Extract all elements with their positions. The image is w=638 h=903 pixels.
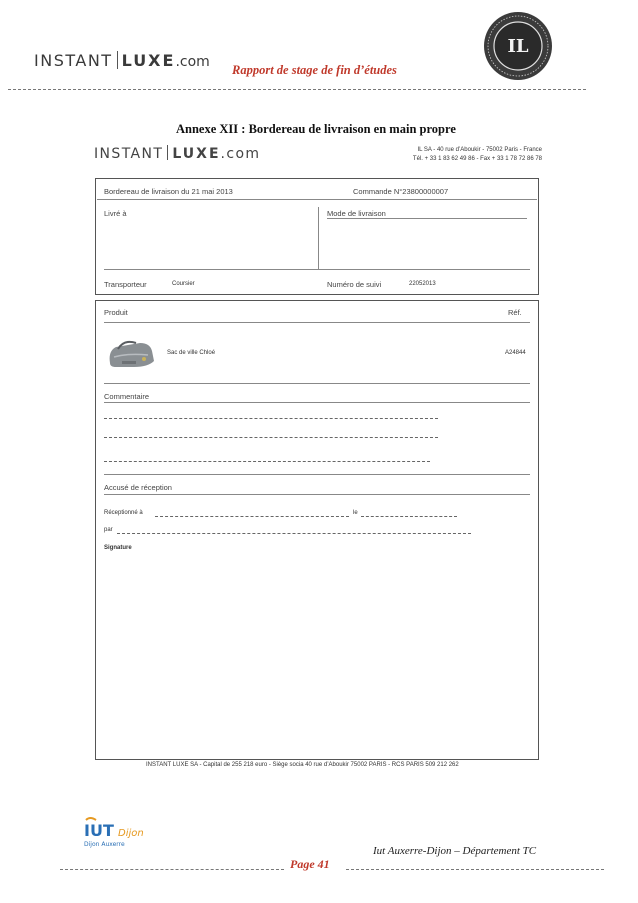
comment-line-3	[104, 461, 430, 462]
box1-vertical-divider	[318, 207, 319, 269]
footer-divider-left	[60, 869, 284, 870]
tracking-number-value: 22052013	[409, 281, 436, 287]
date-line	[361, 516, 457, 517]
doc-logo-suffix: .com	[220, 146, 261, 162]
doc-logo	[94, 145, 260, 162]
product-name: Sac de ville Chloé	[167, 350, 216, 356]
tracking-number-label: Numéro de suivi	[327, 280, 382, 289]
instant-luxe-seal-icon	[482, 10, 554, 82]
comment-label: Commentaire	[104, 392, 150, 401]
box1-divider-bottom	[104, 269, 530, 270]
institution-name: Iut Auxerre-Dijon – Département TC	[373, 845, 537, 857]
delivery-mode-label: Mode de livraison	[327, 209, 386, 218]
order-number: Commande N°23800000007	[353, 187, 449, 196]
header-logo-right: LUXE	[121, 51, 176, 70]
address-line-1: IL SA - 40 rue d’Aboukir - 75002 Paris - France	[417, 147, 542, 153]
signature-label: Signature	[104, 545, 132, 551]
header-logo-suffix: .com	[175, 54, 210, 70]
legal-footer: INSTANT LUXE SA - Capital de 255 218 euro - Siège socia 40 rue d’Aboukir 75002 PARIS - RCS PARIS 509 212 262	[146, 762, 459, 768]
carrier-value: Coursier	[172, 281, 195, 287]
delivered-to-label: Livré à	[104, 209, 127, 218]
logo-separator	[117, 51, 118, 69]
comment-underline	[104, 402, 530, 403]
product-reference: A24844	[505, 350, 526, 356]
product-box	[95, 300, 539, 760]
header-divider	[8, 89, 586, 90]
received-at-label: Réceptionné à	[104, 510, 143, 516]
header-logo	[34, 51, 210, 70]
comment-line-1	[104, 418, 438, 419]
date-label: le	[353, 510, 358, 516]
reference-label: Réf.	[508, 308, 522, 317]
bordereau-title: Bordereau de livraison du 21 mai 2013	[104, 187, 233, 196]
iut-logo-city: Dijon	[118, 828, 144, 839]
product-header-divider	[104, 322, 530, 323]
doc-logo-left: INSTANT	[94, 146, 164, 162]
product-divider	[104, 383, 530, 384]
delivery-mode-underline	[327, 218, 527, 219]
iut-logo-sub: Dijon Auxerre	[84, 841, 125, 848]
address-line-2: Tél. + 33 1 83 62 49 86 - Fax + 33 1 78 72 86 78	[412, 156, 542, 162]
box1-divider-top	[97, 199, 537, 200]
header-logo-left: INSTANT	[34, 51, 113, 70]
report-title: Rapport de stage de fin d’études	[232, 63, 397, 77]
carrier-label: Transporteur	[104, 280, 147, 289]
handbag-image	[104, 337, 156, 369]
comment-divider	[104, 474, 530, 475]
company-address	[413, 146, 542, 164]
doc-logo-right: LUXE	[172, 146, 221, 162]
received-at-line	[155, 516, 349, 517]
by-line	[117, 533, 471, 534]
doc-logo-separator	[167, 145, 168, 160]
iut-dijon-logo	[82, 816, 150, 848]
seal-initials: IL	[507, 36, 529, 57]
product-label: Produit	[104, 308, 128, 317]
acknowledgement-underline	[104, 494, 530, 495]
comment-line-2	[104, 437, 438, 438]
by-label: par	[104, 527, 113, 533]
annex-title: Annexe XII : Bordereau de livraison en main propre	[176, 122, 456, 136]
iut-logo-text: IUT	[84, 821, 114, 840]
page-number: Page 41	[290, 857, 330, 871]
acknowledgement-label: Accusé de réception	[104, 483, 172, 492]
footer-divider-right	[346, 869, 604, 870]
